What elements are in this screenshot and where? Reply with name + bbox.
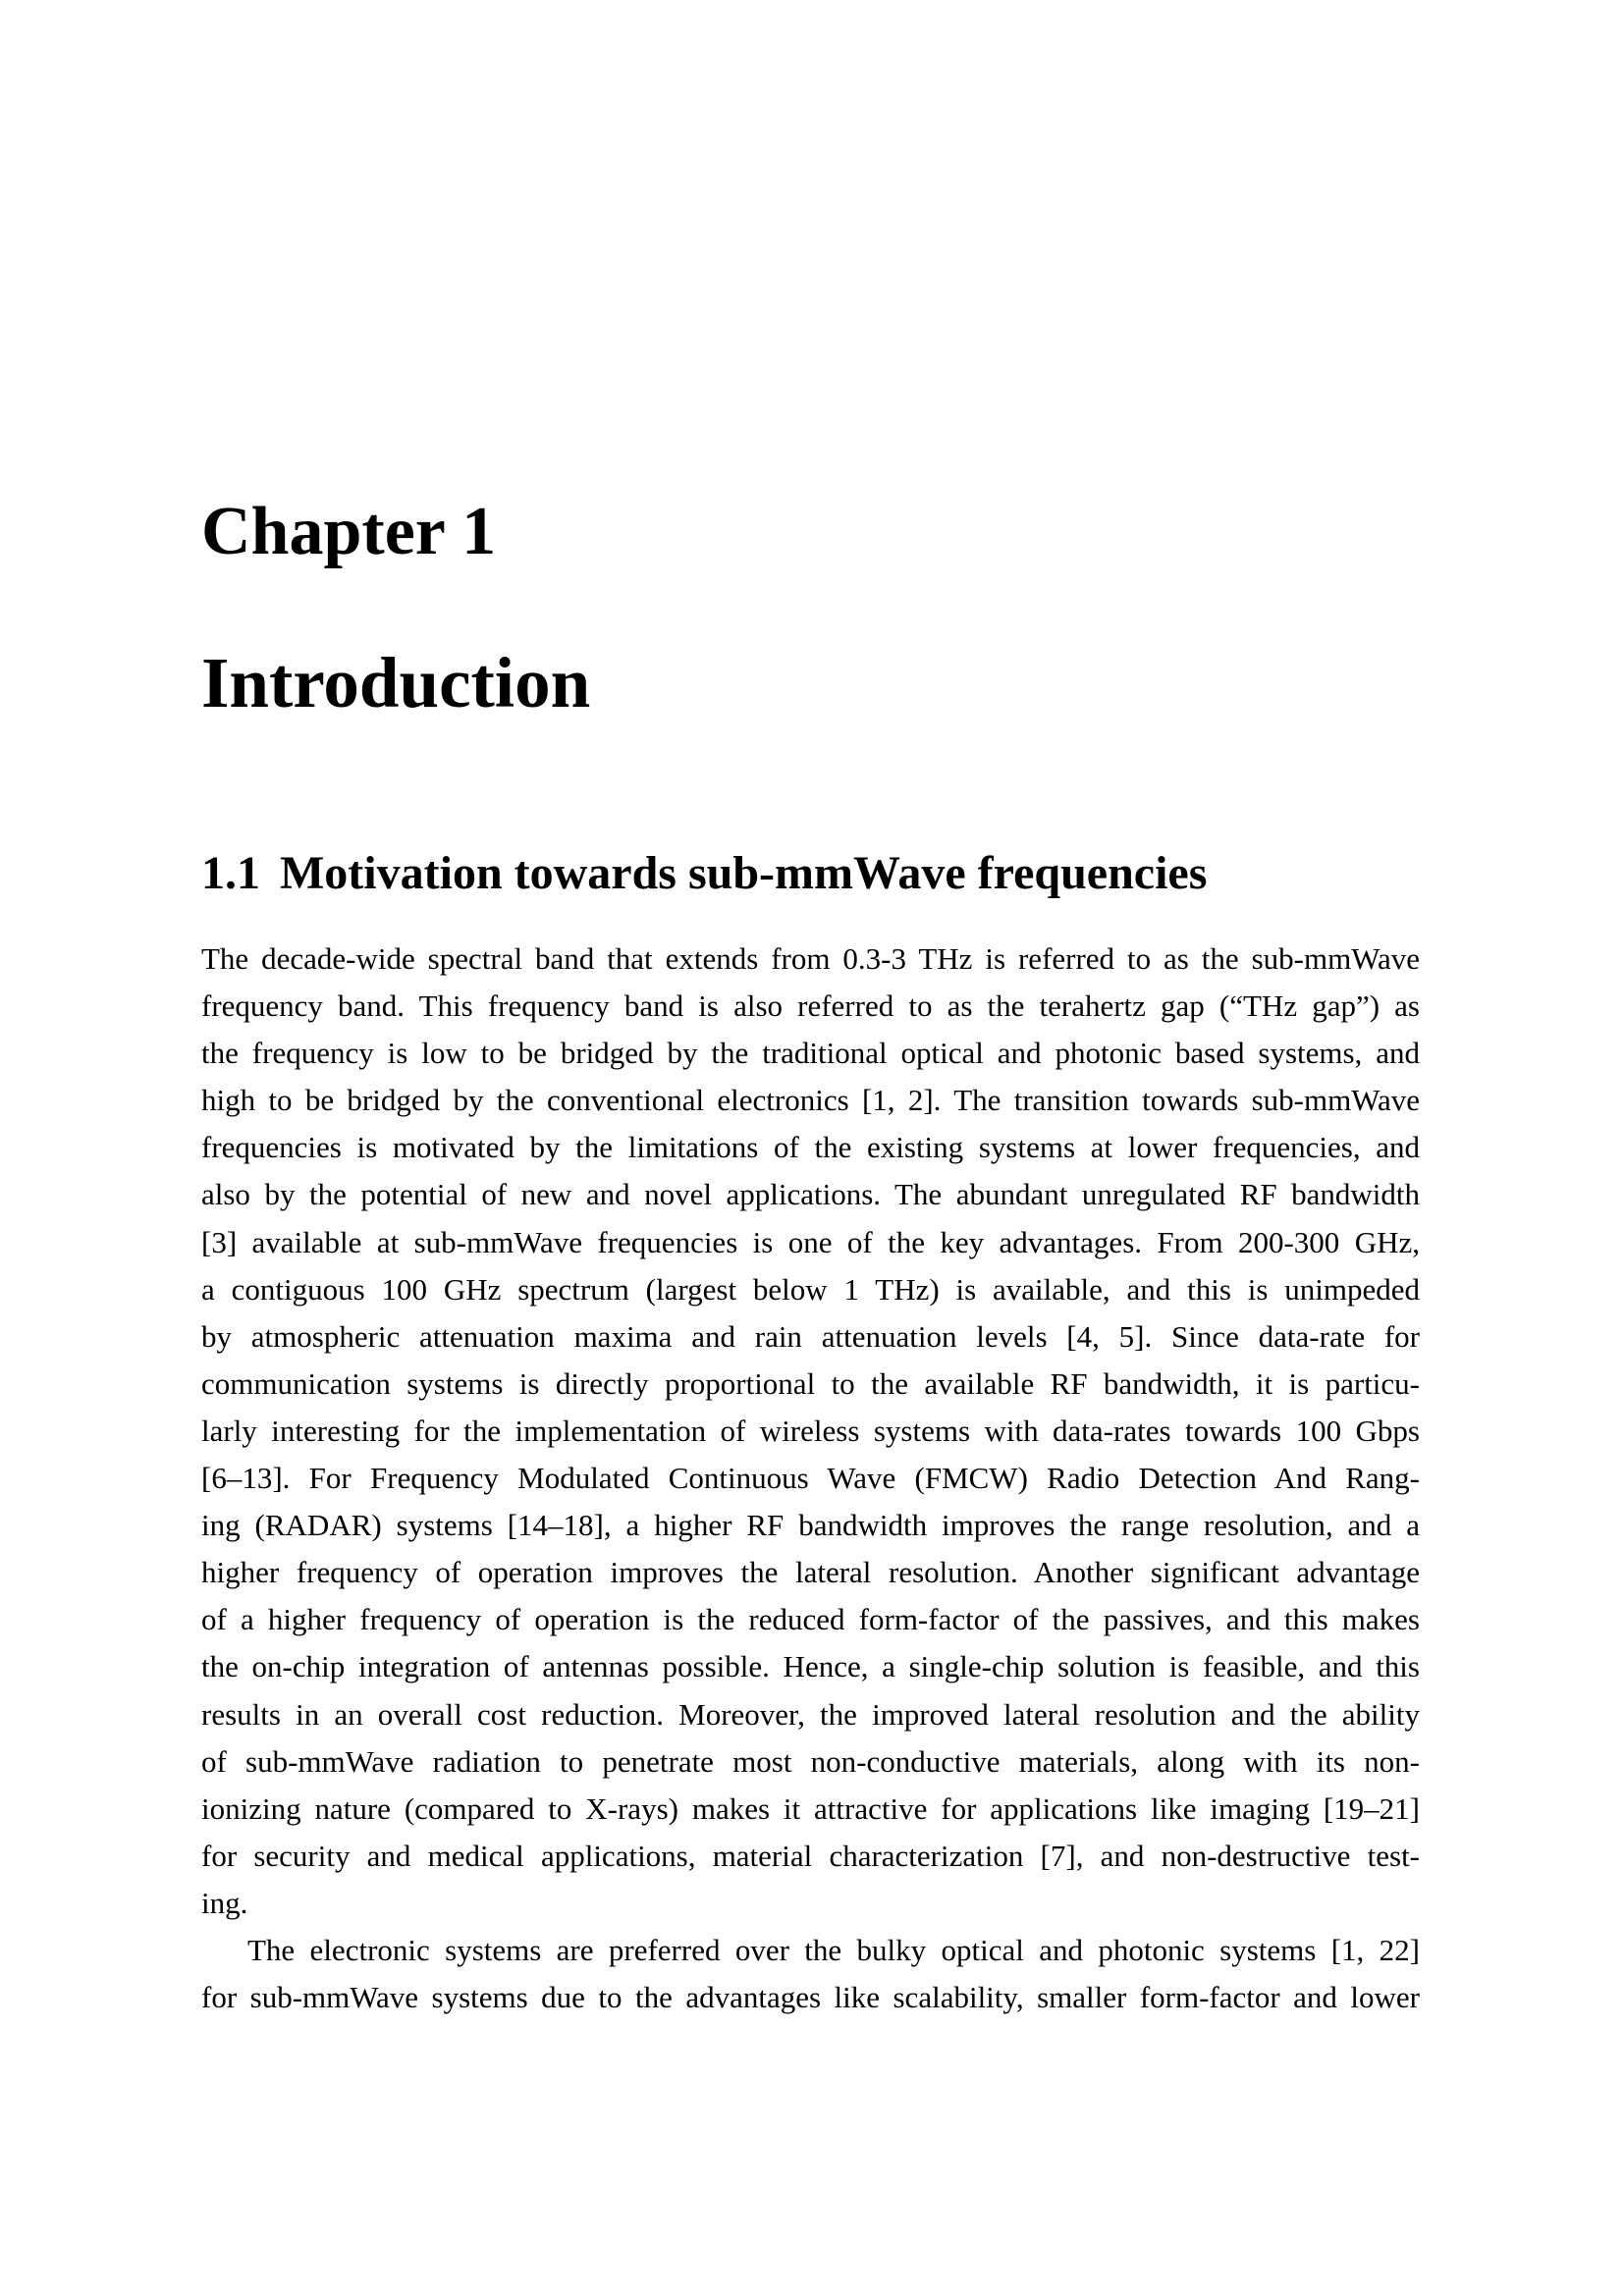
text-line: also by the potential of new and novel applications. The abundant unregulated RF bandwidth [201,1177,1420,1212]
text-line: ionizing nature (compared to X-rays) makes it attractive for applications like imaging [19–21] [201,1790,1420,1826]
text-line: of sub-mmWave radiation to penetrate most non-conductive materials, along with its non- [201,1743,1420,1779]
text-line: The decade-wide spectral band that extends from 0.3-3 THz is referred to as the sub-mmWave [201,941,1420,976]
text-line: a contiguous 100 GHz spectrum (largest below 1 THz) is available, and this is unimpeded [201,1271,1420,1307]
text-line: communication systems is directly proportional to the available RF bandwidth, it is particu- [201,1365,1420,1401]
text-line: larly interesting for the implementation of wireless systems with data-rates towards 100 Gbps [201,1413,1420,1448]
text-line: results in an overall cost reduction. Moreover, the improved lateral resolution and the ability [201,1696,1420,1732]
section-title: Motivation towards sub-mmWave frequencies [280,847,1208,899]
chapter-label: Chapter 1 [201,494,497,569]
text-line: frequencies is motivated by the limitations of the existing systems at lower frequencies, and [201,1130,1420,1165]
text-line: ing (RADAR) systems [14–18], a higher RF bandwidth improves the range resolution, and a [201,1508,1420,1543]
text-line: high to be bridged by the conventional electronics [1, 2]. The transition towards sub-mmWave [201,1083,1420,1118]
text-line: the on-chip integration of antennas possible. Hence, a single-chip solution is feasible, and this [201,1649,1420,1684]
text-line: [3] available at sub-mmWave frequencies is one of the key advantages. From 200-300 GHz, [201,1224,1420,1259]
text-line: the frequency is low to be bridged by the traditional optical and photonic based systems, and [201,1036,1420,1071]
text-line: of a higher frequency of operation is the reduced form-factor of the passives, and this makes [201,1602,1420,1637]
text-line: frequency band. This frequency band is also referred to as the terahertz gap (“THz gap”) as [201,988,1420,1024]
text-line: for sub-mmWave systems due to the advantages like scalability, smaller form-factor and lower [201,1980,1420,2015]
section-heading [201,847,1208,899]
text-line: The electronic systems are preferred over the bulky optical and photonic systems [1, 22] [247,1932,1420,1967]
text-line: for security and medical applications, material characterization [7], and non-destructive test- [201,1838,1420,1873]
text-line: ing. [201,1885,248,1920]
body-text [201,935,1420,2021]
text-line: by atmospheric attenuation maxima and rain attenuation levels [4, 5]. Since data-rate for [201,1318,1420,1354]
section-number: 1.1 [201,847,260,899]
chapter-title: Introduction [201,643,591,722]
text-line: higher frequency of operation improves the lateral resolution. Another significant advantage [201,1555,1420,1590]
text-line: [6–13]. For Frequency Modulated Continuous Wave (FMCW) Radio Detection And Rang- [201,1461,1420,1496]
